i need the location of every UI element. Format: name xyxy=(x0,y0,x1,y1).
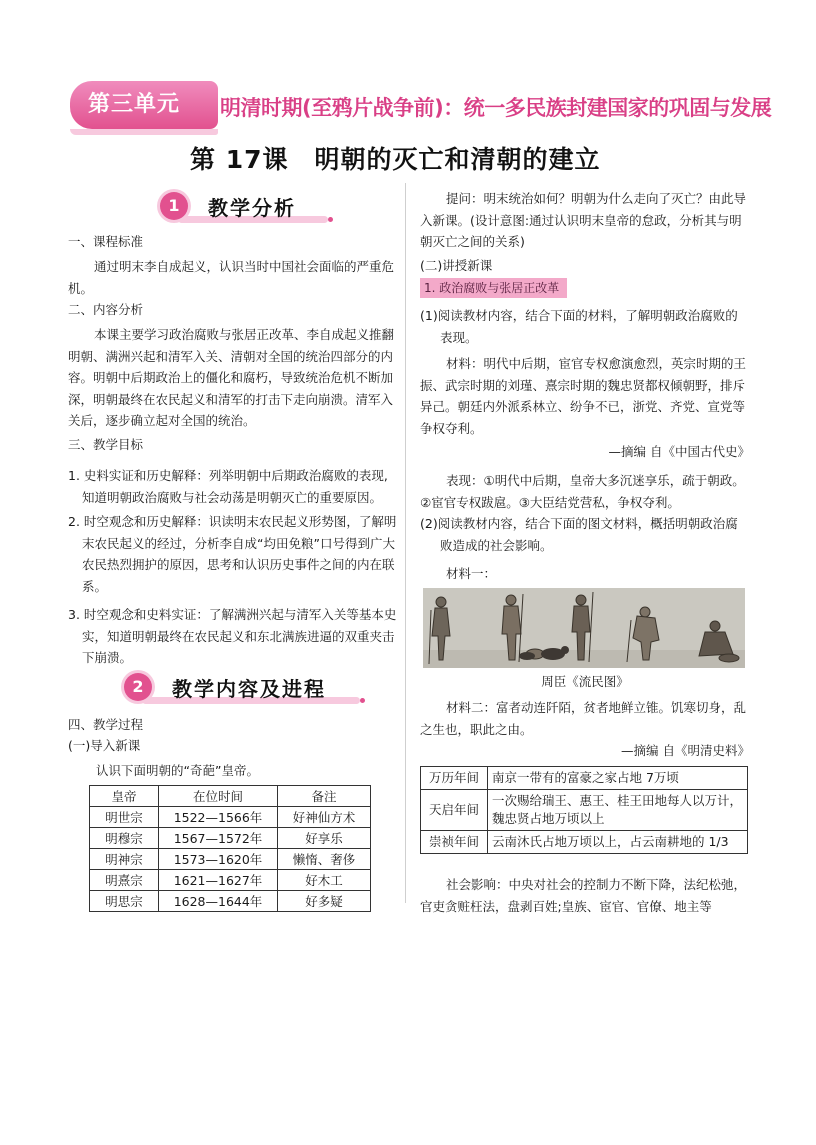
material-1: 材料：明代中后期，宦官专权愈演愈烈，英宗时期的王振、武宗时期的刘瑾、熹宗时期的魏忠贤都权倾朝野，排斥异己。朝廷内外派系林立、纷争不已，浙党、齐党、宣党等争权夺利。 xyxy=(420,356,747,436)
table-cell: 明神宗 xyxy=(90,849,159,870)
material-2: 材料二：富者动连阡陌，贫者地鲜立锥。饥寒切身，乱之生也，职此之由。 xyxy=(420,700,747,737)
emperor-table xyxy=(89,785,371,912)
table-cell: 1621—1627年 xyxy=(159,870,278,891)
table-cell: 好木工 xyxy=(278,870,371,891)
unit-label: 第三单元 xyxy=(70,81,218,129)
task-1: (1)阅读教材内容，结合下面的材料，了解明朝政治腐败的表现。 xyxy=(420,308,738,345)
table-cell: 明思宗 xyxy=(90,891,159,912)
heading-teaching-goals: 三、教学目标 xyxy=(68,437,144,452)
answer-1: 表现：①明代中后期，皇帝大多沉迷享乐，疏于朝政。②宦官专权跋扈。③大臣结党营私，争权夺利。 xyxy=(420,473,745,510)
table-cell: 明世宗 xyxy=(90,807,159,828)
intro-text: 认识下面明朝的“奇葩”皇帝。 xyxy=(96,763,259,778)
table-cell: 好神仙方术 xyxy=(278,807,371,828)
section-heading-analysis xyxy=(160,192,340,224)
lesson-title: 第 17课 明朝的灭亡和清朝的建立 xyxy=(190,145,601,174)
heading-content-analysis: 二、内容分析 xyxy=(68,302,144,317)
social-impact: 社会影响：中央对社会的控制力不断下降，法纪松弛，官吏贪赃枉法，盘剥百姓;皇族、宦官、官僚、地主等 xyxy=(420,877,747,914)
table-cell: 1522—1566年 xyxy=(159,807,278,828)
refugee-figures-icon xyxy=(423,588,745,668)
table-row xyxy=(90,891,371,912)
table-cell: 懒惰、奢侈 xyxy=(278,849,371,870)
table-header-row xyxy=(90,786,371,807)
table-row xyxy=(90,849,371,870)
task-2: (2)阅读教材内容，结合下面的图文材料，概括明朝政治腐败造成的社会影响。 xyxy=(420,516,738,553)
heading-new-lesson: (二)讲授新课 xyxy=(420,258,493,273)
table-row xyxy=(90,828,371,849)
painting-caption: 周臣《流民图》 xyxy=(541,674,629,689)
table-cell: 天启年间 xyxy=(421,790,488,831)
section-heading-process xyxy=(124,673,374,705)
table-row xyxy=(421,790,748,831)
table-cell: 1628—1644年 xyxy=(159,891,278,912)
table-cell: 崇祯年间 xyxy=(421,831,488,854)
unit-title: 明清时期(至鸦片战争前)：统一多民族封建国家的巩固与发展 xyxy=(220,96,772,120)
goal-item-2: 2. 时空观念和历史解释：识读明末农民起义形势图，了解明末农民起义的经过，分析李自成“均田免粮”口号得到广大农民热烈拥护的原因，思考和认识历史事件之间的内在联系。 xyxy=(68,514,397,594)
reference-1: —摘编 自《中国古代史》 xyxy=(608,444,750,459)
table-cell: 明穆宗 xyxy=(90,828,159,849)
table-cell: 南京一带有的富豪之家占地 7万顷 xyxy=(488,767,748,790)
section-title-process: 教学内容及进程 xyxy=(172,677,326,701)
table-row xyxy=(421,767,748,790)
subtopic-tag: 1. 政治腐败与张居正改革 xyxy=(420,278,567,298)
table-header-cell: 在位时间 xyxy=(159,786,278,807)
table-cell: 云南沐氏占地万顷以上，占云南耕地的 1/3 xyxy=(488,831,748,854)
table-cell: 1567—1572年 xyxy=(159,828,278,849)
paragraph-question: 提问：明末统治如何？明朝为什么走向了灭亡？由此导入新课。(设计意图:通过认识明末皇帝的怠政，分析其与明朝灭亡之间的关系) xyxy=(420,191,747,250)
section-number-2: 2 xyxy=(124,673,152,701)
heading-curriculum-standard: 一、课程标准 xyxy=(68,234,144,249)
paragraph-content-analysis: 本课主要学习政治腐败与张居正改革、李自成起义推翻明朝、满洲兴起和清军入关、清朝对全国的统治四部分的内容。明朝中后期政治上的僵化和腐朽，导致统治危机不断加深，明朝最终在农民起义和清军的打击下走向崩溃。清军入关后，逐步确立起对全国的统治。 xyxy=(68,327,395,429)
table-cell: 好享乐 xyxy=(278,828,371,849)
table-row xyxy=(421,831,748,854)
heading-teaching-process: 四、教学过程 xyxy=(68,717,144,732)
table-header-cell: 皇帝 xyxy=(90,786,159,807)
reference-2: —摘编 自《明清史料》 xyxy=(621,743,750,758)
table-cell: 1573—1620年 xyxy=(159,849,278,870)
table-row xyxy=(90,870,371,891)
land-table xyxy=(420,766,748,854)
table-cell: 一次赐给瑞王、惠王、桂王田地每人以万计，魏忠贤占地万顷以上 xyxy=(488,790,748,831)
section-title-analysis: 教学分析 xyxy=(208,196,296,220)
table-cell: 明熹宗 xyxy=(90,870,159,891)
heading-introduction: (一)导入新课 xyxy=(68,738,141,753)
section-number-1: 1 xyxy=(160,192,188,220)
goal-item-1: 1. 史料实证和历史解释：列举明朝中后期政治腐败的表现,知道明朝政治腐败与社会动荡是明朝灭亡的重要原因。 xyxy=(68,468,388,505)
table-cell: 好多疑 xyxy=(278,891,371,912)
column-divider xyxy=(405,183,406,903)
refugee-painting-image xyxy=(423,588,745,668)
table-header-cell: 备注 xyxy=(278,786,371,807)
goal-item-3: 3. 时空观念和史料实证：了解满洲兴起与清军入关等基本史实，知道明朝最终在农民起义和东北满族进逼的双重夹击下崩溃。 xyxy=(68,607,397,666)
table-cell: 万历年间 xyxy=(421,767,488,790)
paragraph-curriculum-standard: 通过明末李自成起义，认识当时中国社会面临的严重危机。 xyxy=(68,259,395,296)
material-one-label: 材料一： xyxy=(446,566,497,581)
table-row xyxy=(90,807,371,828)
